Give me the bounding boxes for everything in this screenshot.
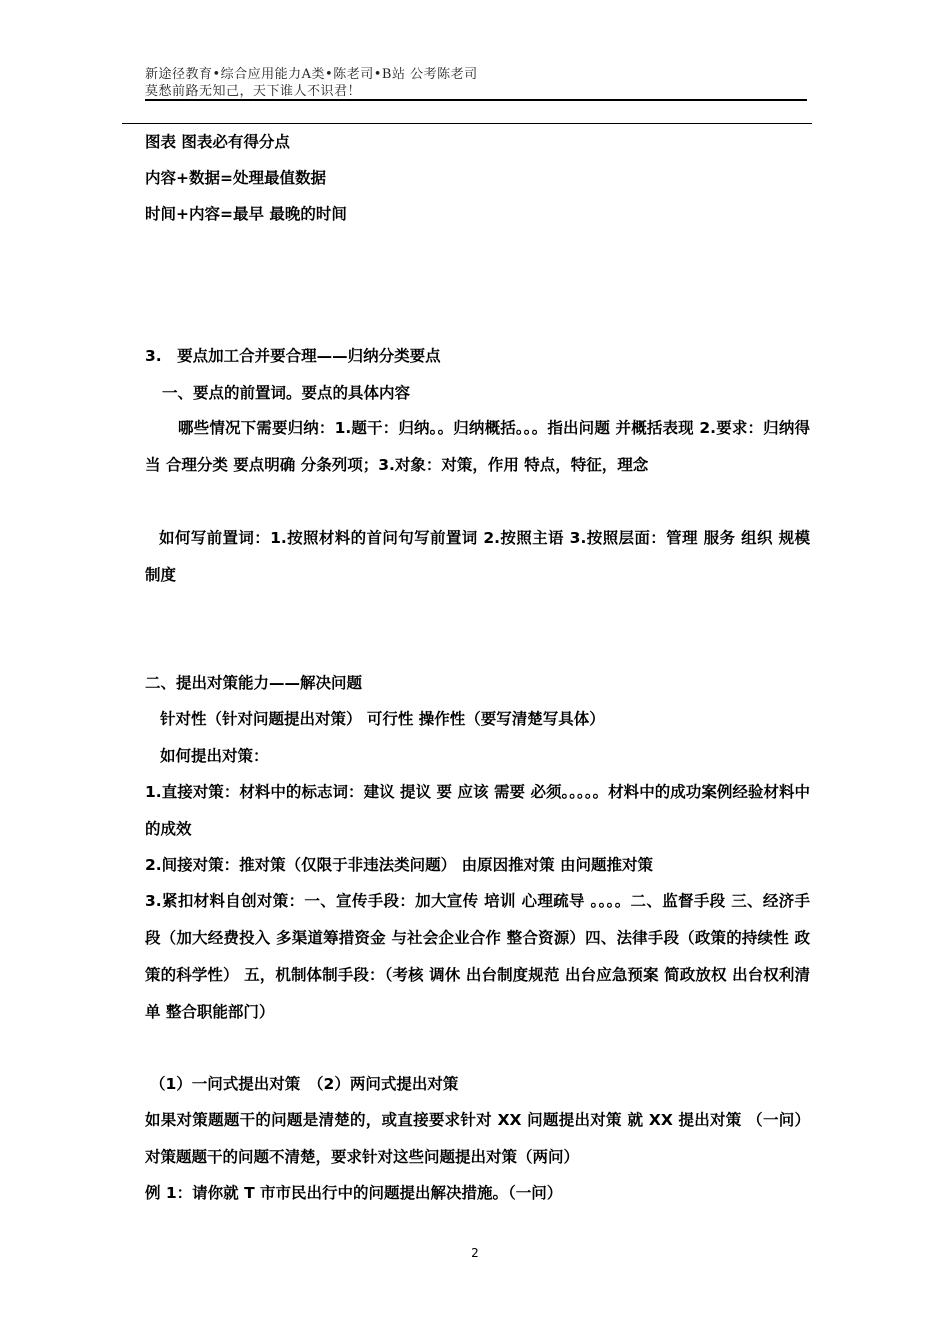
section-2-title: 二、提出对策能力——解决问题 bbox=[145, 674, 363, 692]
line-chart-points: 图表 图表必有得分点 bbox=[145, 133, 290, 151]
section-2-paragraph-2: 2.间接对策：推对策（仅限于非违法类问题） 由原因推对策 由问题推对策 bbox=[145, 856, 653, 874]
section-3-title: 3. 要点加工合并要合理——归纳分类要点 bbox=[145, 347, 441, 365]
section-2-line-3: （1）一问式提出对策 （2）两问式提出对策 bbox=[150, 1075, 459, 1093]
section-3-paragraph-1: 哪些情况下需要归纳：1.题干：归纳。。归纳概括。。。指出问题 并概括表现 2.要求：归纳得当 合理分类 要点明确 分条列项；3.对象：对策，作用 特点，特征，理念 bbox=[145, 419, 810, 474]
section-2-paragraph-1: 1.直接对策：材料中的标志词：建议 提议 要 应该 需要 必须。。。。。材料中的成功案例经验材料中的成效 bbox=[145, 783, 810, 838]
line-content-data: 内容+数据=处理最值数据 bbox=[145, 169, 326, 187]
section-3-subtitle: 一、要点的前置词。要点的具体内容 bbox=[162, 384, 411, 402]
section-2-line-1: 针对性（针对问题提出对策） 可行性 操作性（要写清楚写具体） bbox=[160, 710, 605, 728]
section-2-paragraph-3: 3.紧扣材料自创对策：一、宣传手段：加大宣传 培训 心理疏导 。。。。二、监督手段 三、经济手段（加大经费投入 多渠道筹措资金 与社会企业合作 整合资源）四、法律手段（政策的持续性 政策的科学性） 五，机制体制手段：（考核 调休 出台制度规范 出台应急预案 简政放权 出台权利清单 整合职能部门） bbox=[145, 892, 810, 1021]
page-header bbox=[145, 66, 807, 100]
section-2-line-2: 如何提出对策： bbox=[160, 747, 269, 765]
section-3-paragraph-2: 如何写前置词：1.按照材料的首问句写前置词 2.按照主语 3.按照层面：管理 服务 组织 规模 制度 bbox=[145, 529, 810, 584]
page-number: 2 bbox=[471, 1246, 479, 1260]
header-line-1: 新途径教育•综合应用能力A类•陈老司•B站 公考陈老司 bbox=[145, 67, 478, 82]
section-2-example: 例 1：请你就 T 市市民出行中的问题提出解决措施。（一问） bbox=[145, 1184, 563, 1202]
header-rule bbox=[145, 99, 807, 101]
section-2-paragraph-4: 如果对策题题干的问题是清楚的，或直接要求针对 XX 问题提出对策 就 XX 提出对策 （一问） 对策题题干的问题不清楚，要求针对这些问题提出对策（两问） bbox=[145, 1111, 810, 1166]
line-time-content: 时间+内容=最早 最晚的时间 bbox=[145, 205, 347, 223]
header-line-2: 莫愁前路无知己，天下谁人不识君！ bbox=[145, 84, 362, 99]
